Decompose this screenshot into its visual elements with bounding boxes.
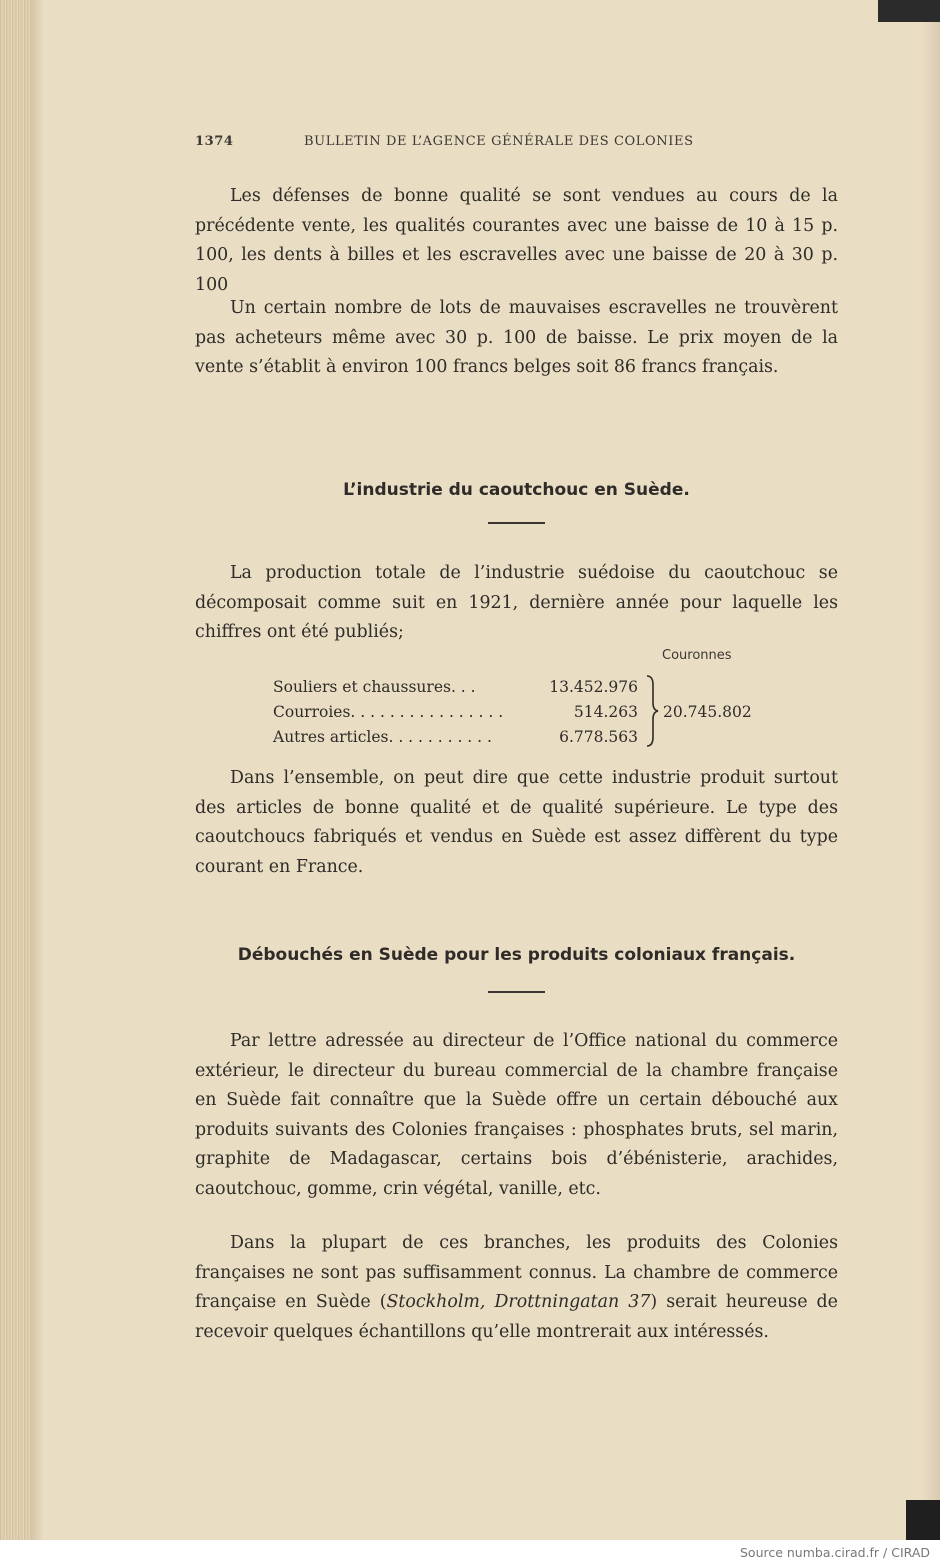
paragraph-quality: Dans l’ensemble, on peut dire que cette industrie produit surtout des articles de bonne qualité et de qualité supérieure. Le type des caoutchoucs fabriqués et vendus en Suède est assez diffèrent du type courant en France.	[195, 768, 838, 877]
table-row	[273, 675, 643, 699]
table-currency-header: Couronnes	[662, 648, 732, 663]
address-italic: Stockholm, Drottningatan 37	[386, 1292, 651, 1313]
row-value: 514.263	[573, 703, 638, 721]
paragraph-production: La production totale de l’industrie suédoise du caoutchouc se décomposait comme suit en 1921, dernière année pour laquelle les chiffres ont été publiés;	[195, 563, 838, 643]
row-label: Souliers et chaussures. . .	[273, 678, 476, 696]
production-table	[273, 675, 793, 755]
scan-background-corner-bottom	[906, 1500, 940, 1540]
running-title: BULLETIN DE L’AGENCE GÉNÉRALE DES COLONIES	[304, 134, 694, 149]
table-row	[273, 700, 643, 724]
scan-background-corner-top	[878, 0, 940, 22]
paragraph-chamber	[195, 1229, 838, 1347]
running-header	[195, 134, 835, 154]
row-value: 13.452.976	[549, 678, 638, 696]
page-number: 1374	[195, 134, 234, 149]
text-run: Dans la plupart de ces branches, les produits des Colonies françaises ne sont pas suffisamment connus. La chambre de commerce française en Suède (	[195, 1233, 838, 1313]
section-title-caoutchouc: L’industrie du caoutchouc en Suède.	[343, 480, 690, 500]
text-run: ) serait heureuse de recevoir quelques échantillons qu’elle montrerait aux intéressés.	[195, 1292, 838, 1342]
table-row	[273, 725, 643, 749]
paragraph-letter: Par lettre adressée au directeur de l’Office national du commerce extérieur, le directeur du bureau commercial de la chambre française en Suède fait connaître que la Suède offre un certain débouché aux produits suivants des Colonies françaises : phosphates bruts, sel marin, graphite de Madagascar, certains bois d’ébénisterie, arachides, caoutchouc, gomme, crin végétal, vanille, etc.	[195, 1031, 838, 1199]
table-total: 20.745.802	[663, 703, 752, 721]
section-rule	[488, 991, 545, 993]
section-rule	[488, 522, 545, 524]
section-title-debouches: Débouchés en Suède pour les produits coloniaux français.	[237, 945, 796, 965]
row-label: Autres articles. . . . . . . . . . .	[273, 728, 492, 746]
paragraph-ivory-prices: Les défenses de bonne qualité se sont vendues au cours de la précédente vente, les qualités courantes avec une baisse de 10 à 15 p. 100, les dents à billes et les escravelles avec une baisse de 20 à 30 p. 100	[195, 186, 838, 295]
source-credit: Source numba.cirad.fr / CIRAD	[739, 1545, 930, 1560]
gutter-shadow	[30, 0, 44, 1540]
right-brace	[645, 673, 659, 749]
row-value: 6.778.563	[559, 728, 638, 746]
row-label: Courroies. . . . . . . . . . . . . . . .	[273, 703, 504, 721]
right-page-edge	[922, 22, 940, 1500]
paragraph-escravelles: Un certain nombre de lots de mauvaises escravelles ne trouvèrent pas acheteurs même avec 30 p. 100 de baisse. Le prix moyen de la vente s’établit à environ 100 francs belges soit 86 francs français.	[195, 298, 838, 378]
page-stack-edge	[0, 0, 30, 1540]
